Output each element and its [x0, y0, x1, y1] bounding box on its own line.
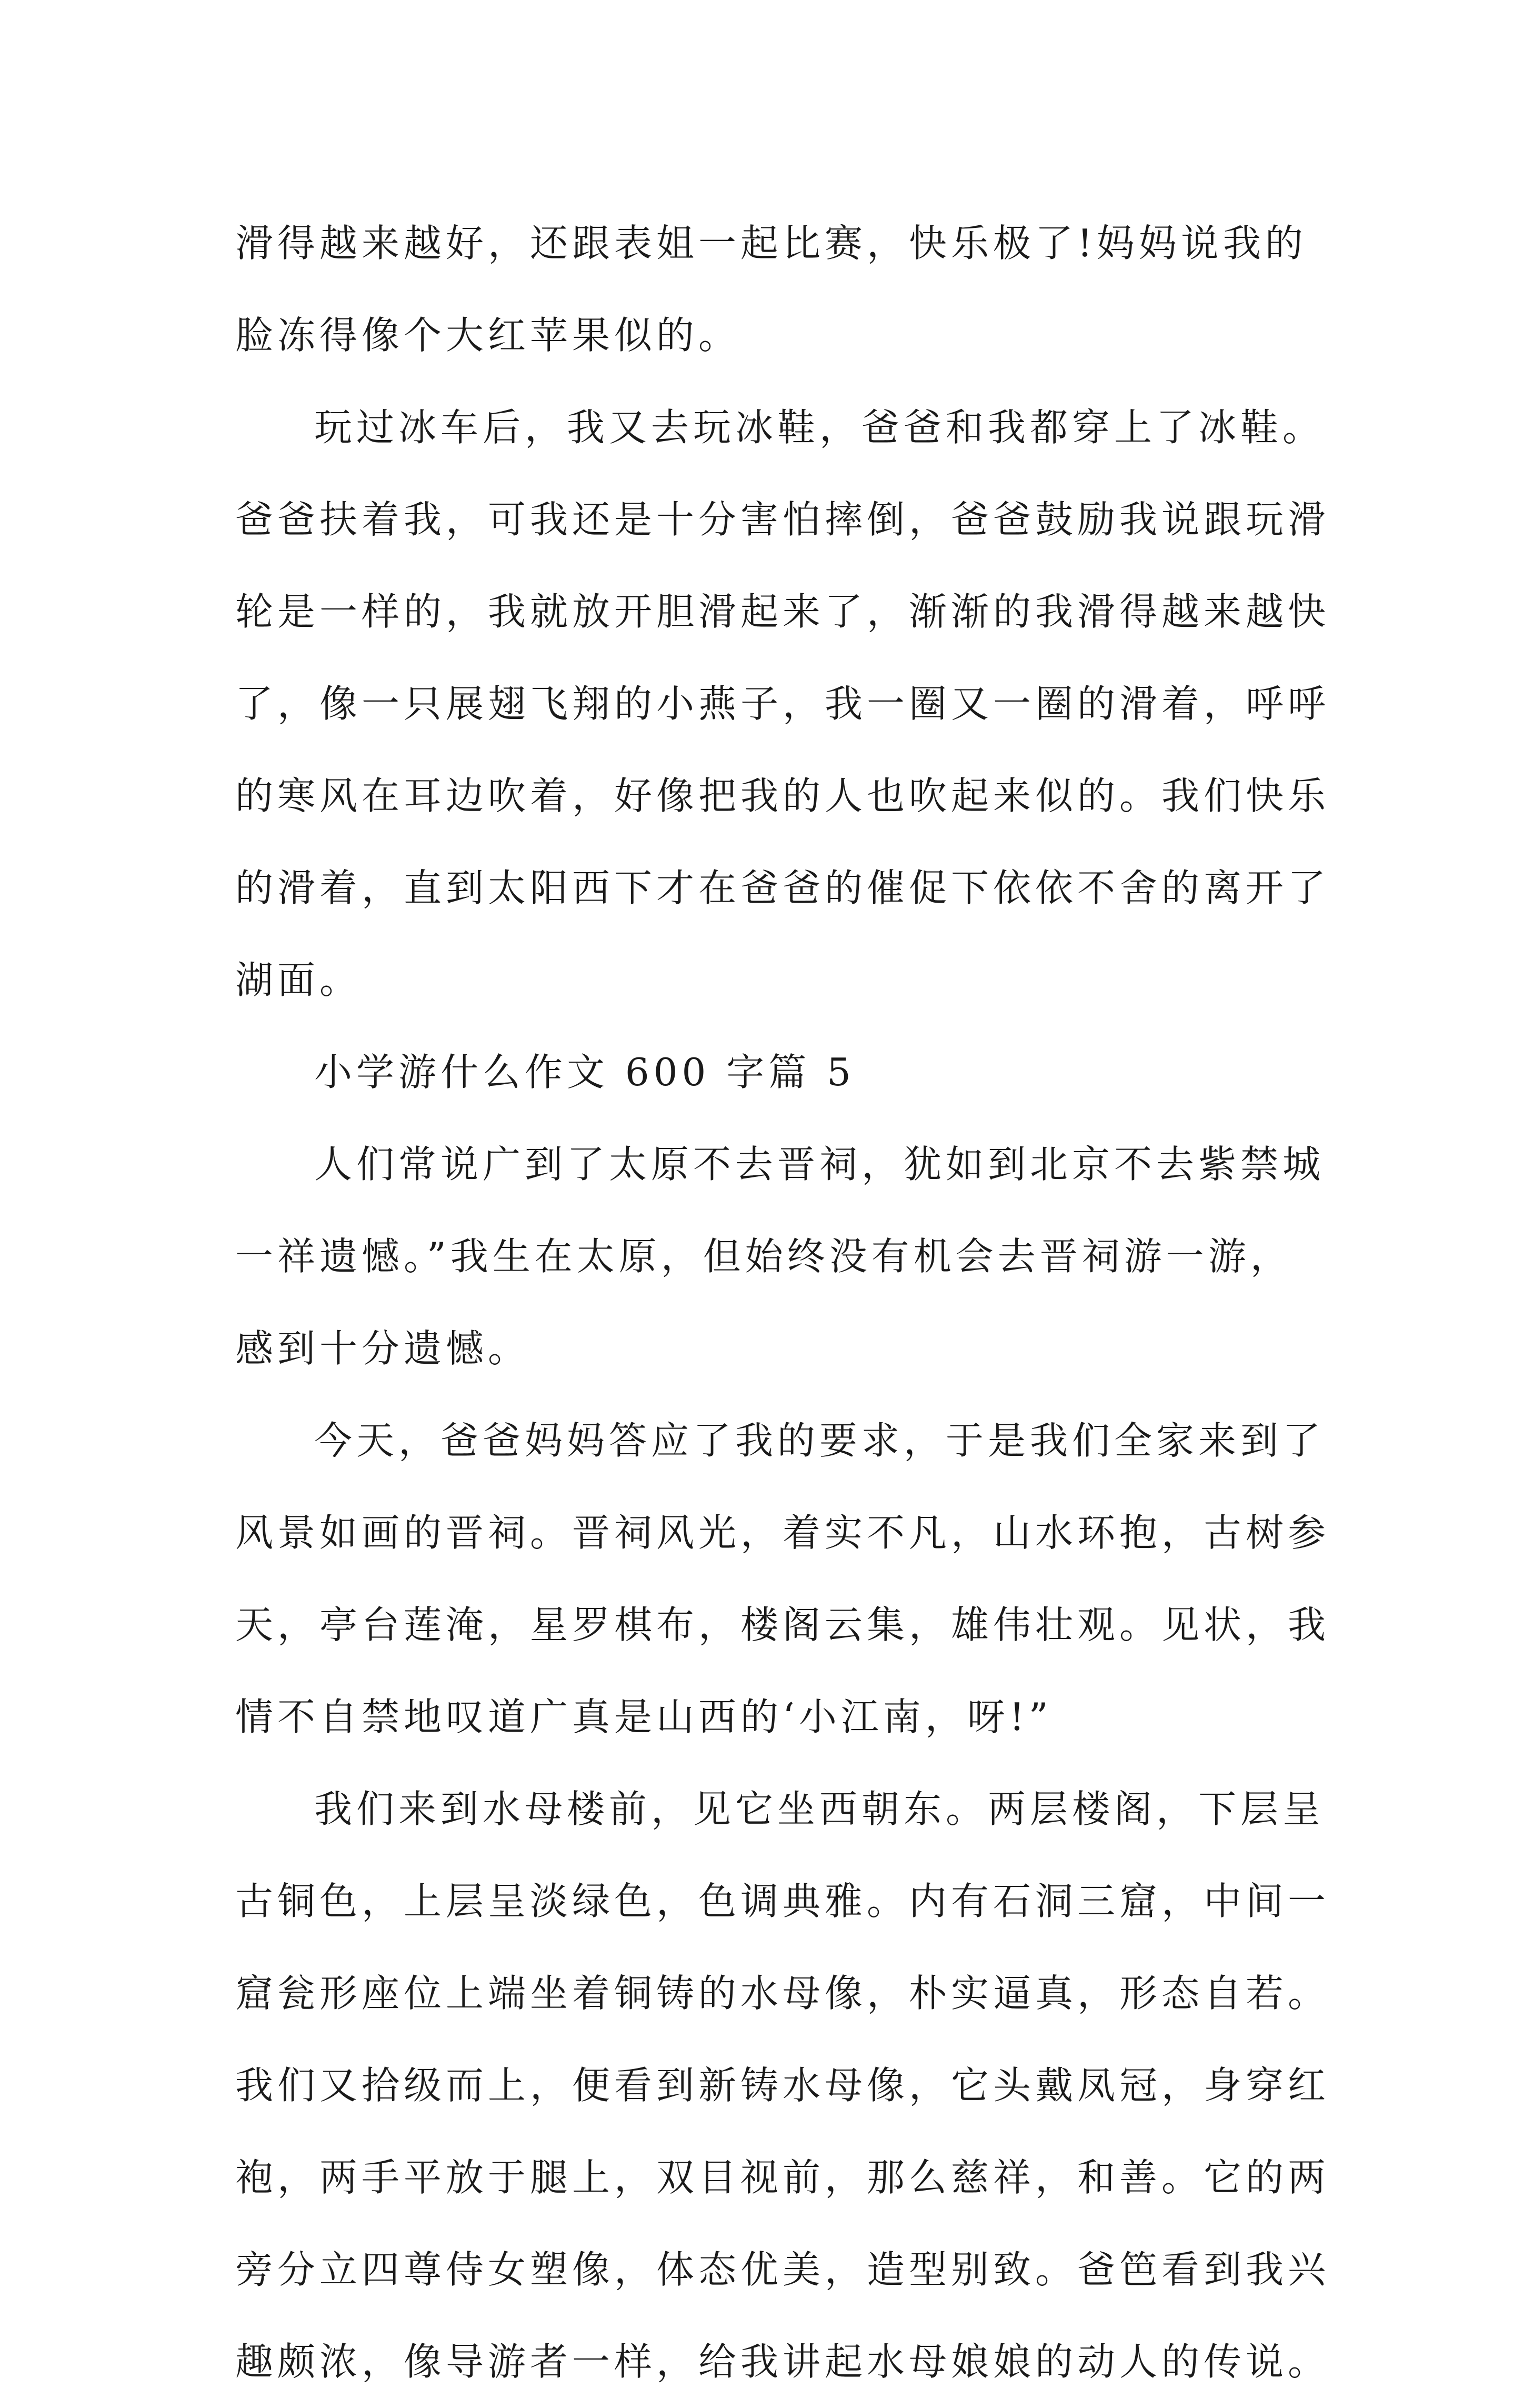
- paragraph-first-line: 我们来到水母楼前，见它坐西朝东。两层楼阁，下层呈: [314, 1787, 1325, 1831]
- text-line: 轮是一样的，我就放开胆滑起来了，渐渐的我滑得越来越快: [235, 589, 1330, 634]
- text-line: 袍，两手平放于腿上，双目视前，那么慈祥，和善。它的两: [235, 2155, 1330, 2200]
- section-heading: 小学游什么作文 600 字篇 5: [314, 1050, 855, 1094]
- text-line: 脸冻得像个大红苹果似的。: [235, 313, 741, 357]
- text-line: 的滑着，直到太阳西下才在爸爸的催促下依依不舍的离开了: [235, 866, 1330, 910]
- text-line: 窟瓮形座位上端坐着铜铸的水母像，朴实逼真，形态自若。: [235, 1971, 1330, 2015]
- text-line: 我们又拾级而上，便看到新铸水母像，它头戴凤冠，身穿红: [235, 2063, 1330, 2107]
- text-line: 了，像一只展翅飞翔的小燕子，我一圈又一圈的滑着，呼呼: [235, 682, 1330, 726]
- text-line: 爸爸扶着我，可我还是十分害怕摔倒，爸爸鼓励我说跟玩滑: [235, 497, 1330, 542]
- paragraph-first-line: 玩过冰车后，我又去玩冰鞋，爸爸和我都穿上了冰鞋。: [314, 405, 1325, 449]
- paragraph-first-line: 今天，爸爸妈妈答应了我的要求，于是我们全家来到了: [314, 1418, 1325, 1463]
- text-line: 一祥遗憾。”我生在太原，但始终没有机会去晋祠游一游，: [235, 1234, 1292, 1278]
- text-line: 的寒风在耳边吹着，好像把我的人也吹起来似的。我们快乐: [235, 774, 1330, 818]
- text-line: 滑得越来越好，还跟表姐一起比赛，快乐极了!妈妈说我的: [235, 221, 1307, 265]
- text-line: 湖面。: [235, 958, 362, 1002]
- text-line: 风景如画的晋祠。晋祠风光，着实不凡，山水环抱，古树参: [235, 1511, 1330, 1555]
- paragraph-first-line: 人们常说广到了太原不去晋祠，犹如到北京不去紫禁城: [314, 1142, 1325, 1186]
- document-body: [235, 197, 1330, 2408]
- text-line: 古铜色，上层呈淡绿色，色调典雅。内有石洞三窟，中间一: [235, 1879, 1330, 1923]
- text-line: 趣颇浓，像导游者一样，给我讲起水母娘娘的动人的传说。: [235, 2340, 1330, 2384]
- text-line: 天，亭台莲淹，星罗棋布，楼阁云集，雄伟壮观。见状，我: [235, 1603, 1330, 1647]
- text-line: 感到十分遗憾。: [235, 1326, 530, 1371]
- text-line: 情不自禁地叹道广真是山西的‘小江南，呀!”: [235, 1695, 1053, 1739]
- text-line: 旁分立四尊侍女塑像，体态优美，造型别致。爸笆看到我兴: [235, 2247, 1330, 2292]
